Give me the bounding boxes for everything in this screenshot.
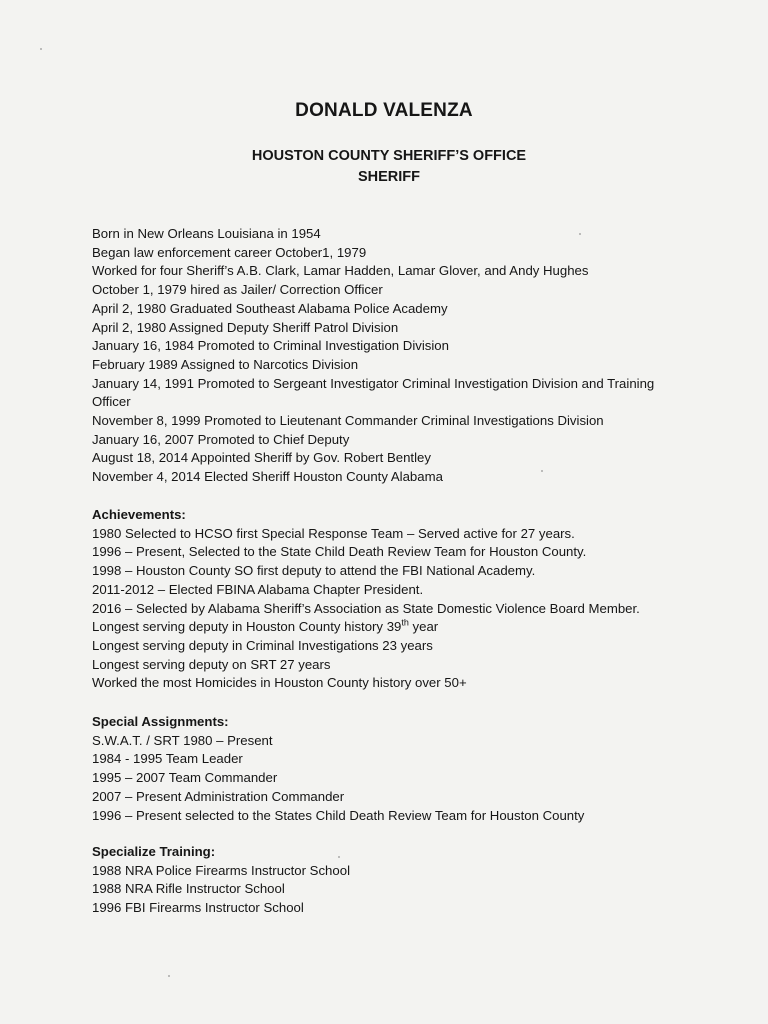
achievement-item: Worked the most Homicides in Houston County history over 50+ xyxy=(92,675,467,691)
bio-line: April 2, 1980 Assigned Deputy Sheriff Patrol Division xyxy=(92,319,399,335)
bio-line: November 4, 2014 Elected Sheriff Houston County Alabama xyxy=(92,469,443,485)
achievement-item: 1996 – Present, Selected to the State Child Death Review Team for Houston County. xyxy=(92,544,587,560)
assignment-item: 1996 – Present selected to the States Child Death Review Team for Houston County xyxy=(92,807,585,823)
bio-line: April 2, 1980 Graduated Southeast Alabama Police Academy xyxy=(92,300,448,316)
position-title: SHERIFF xyxy=(357,169,421,185)
scan-speck xyxy=(168,975,170,977)
achievements-heading: Achievements: xyxy=(92,507,186,522)
bio-line: August 18, 2014 Appointed Sheriff by Gov. Robert Bentley xyxy=(92,450,431,466)
assignment-item: 1995 – 2007 Team Commander xyxy=(92,770,278,786)
achievement-text: Longest serving deputy in Houston County history 39 xyxy=(92,619,402,635)
ordinal-suffix: th xyxy=(401,617,409,628)
scan-speck xyxy=(579,233,581,235)
bio-line: Born in New Orleans Louisiana in 1954 xyxy=(92,226,321,241)
assignment-item: 1984 - 1995 Team Leader xyxy=(92,751,243,767)
achievement-item: 1980 Selected to HCSO first Special Response Team – Served active for 27 years. xyxy=(92,525,575,541)
bio-line: January 14, 1991 Promoted to Sergeant Investigator Criminal Investigation Division and Training Officer xyxy=(92,375,655,410)
achievement-item: Longest serving deputy in Criminal Investigations 23 years xyxy=(92,637,433,653)
bio-line: Began law enforcement career October1, 1979 xyxy=(92,244,367,260)
scan-speck xyxy=(40,48,42,50)
achievement-item: 2011-2012 – Elected FBINA Alabama Chapter President. xyxy=(92,581,424,597)
achievement-item: 1998 – Houston County SO first deputy to attend the FBI National Academy. xyxy=(92,563,536,579)
achievement-item: Longest serving deputy on SRT 27 years xyxy=(92,656,331,672)
scan-speck xyxy=(338,856,340,858)
training-item: 1996 FBI Firearms Instructor School xyxy=(92,900,304,916)
special-assignments-section xyxy=(92,713,692,825)
bio-line: January 16, 2007 Promoted to Chief Deputy xyxy=(92,431,350,447)
scan-speck xyxy=(541,470,543,472)
achievement-item xyxy=(92,618,692,637)
bio-line: February 1989 Assigned to Narcotics Division xyxy=(92,356,359,372)
training-heading: Specialize Training: xyxy=(92,844,216,859)
achievement-item: 2016 – Selected by Alabama Sheriff’s Association as State Domestic Violence Board Member. xyxy=(92,600,640,616)
office-name: HOUSTON COUNTY SHERIFF’S OFFICE xyxy=(251,148,527,164)
document-title: DONALD VALENZA xyxy=(295,100,473,121)
bio-line: October 1, 1979 hired as Jailer/ Correction Officer xyxy=(92,282,383,298)
bio-line: January 16, 1984 Promoted to Criminal Investigation Division xyxy=(92,338,449,354)
assignment-item: S.W.A.T. / SRT 1980 – Present xyxy=(92,732,273,748)
special-assignments-heading: Special Assignments: xyxy=(92,714,229,729)
assignment-item: 2007 – Present Administration Commander xyxy=(92,788,345,804)
achievements-section xyxy=(92,506,692,693)
achievement-text: year xyxy=(408,619,439,635)
training-item: 1988 NRA Police Firearms Instructor School xyxy=(92,862,350,878)
bio-line: November 8, 1999 Promoted to Lieutenant Commander Criminal Investigations Division xyxy=(92,413,604,429)
biography-section xyxy=(92,225,692,487)
office-heading xyxy=(0,146,768,188)
training-section xyxy=(92,843,692,918)
training-item: 1988 NRA Rifle Instructor School xyxy=(92,881,285,897)
bio-line: Worked for four Sheriff’s A.B. Clark, Lamar Hadden, Lamar Glover, and Andy Hughes xyxy=(92,263,589,279)
